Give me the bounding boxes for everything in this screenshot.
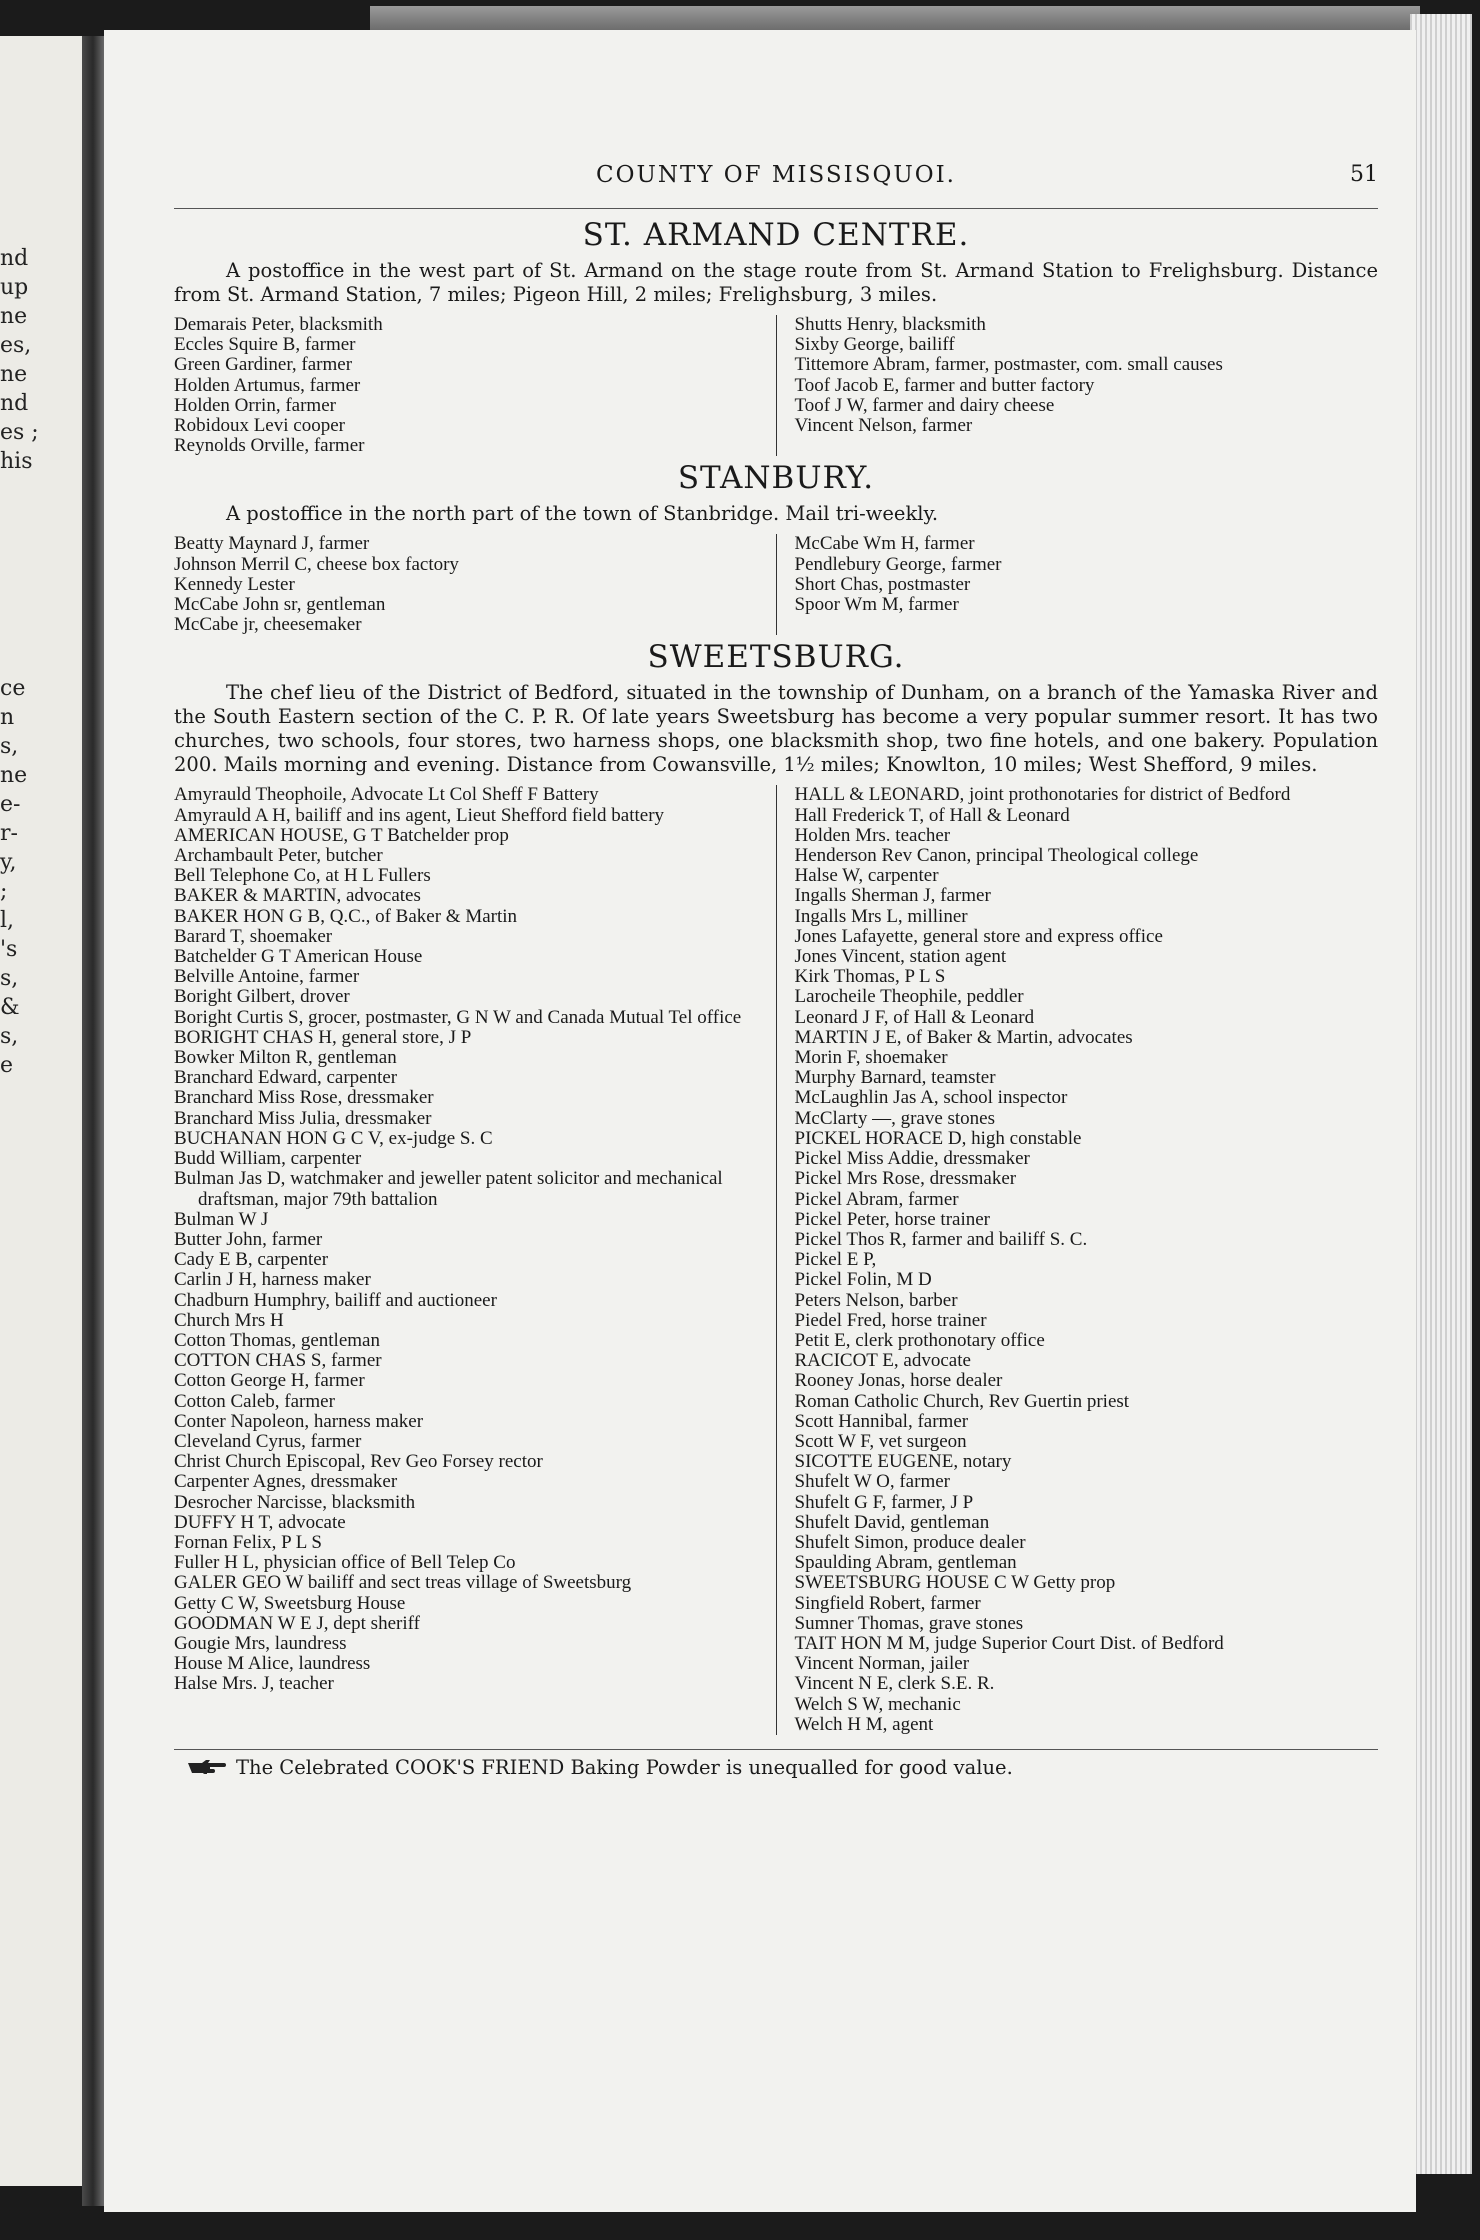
right-column xyxy=(776,534,1379,635)
previous-page-text: ne xyxy=(0,362,28,387)
directory-entry: AMERICAN HOUSE, G T Batchelder prop xyxy=(174,824,509,846)
directory-entry: TAIT HON M M, judge Superior Court Dist. of Bedford xyxy=(794,1632,1224,1654)
directory-entry: SICOTTE EUGENE, notary xyxy=(794,1451,1012,1473)
directory-entry: PICKEL HORACE D, high constable xyxy=(794,1127,1082,1149)
directory-entry: Shufelt Simon, produce dealer xyxy=(794,1531,1026,1553)
directory-entry: Fuller H L, physician office of Bell Telep Co xyxy=(174,1552,516,1574)
directory-entry: Boright Gilbert, drover xyxy=(174,986,350,1008)
directory-entry: Vincent Norman, jailer xyxy=(794,1653,970,1675)
directory-entry: Halse W, carpenter xyxy=(794,865,939,887)
footer-text: The Celebrated COOK'S FRIEND Baking Powder is unequalled for good value. xyxy=(236,1755,1013,1779)
directory-entry: Amyrauld A H, bailiff and ins agent, Lieut Shefford field battery xyxy=(174,804,665,826)
directory-entry: BAKER HON G B, Q.C., of Baker & Martin xyxy=(174,905,518,927)
directory-entry: Welch S W, mechanic xyxy=(794,1693,961,1715)
previous-page-text: ; xyxy=(0,879,8,904)
previous-page-text: s, xyxy=(0,966,19,991)
directory-entry: Ingalls Mrs L, milliner xyxy=(794,905,968,927)
running-header xyxy=(174,162,1378,198)
directory-entry: Morin F, shoemaker xyxy=(794,1047,948,1069)
directory-entry: Peters Nelson, barber xyxy=(794,1289,958,1311)
directory-entry: McLaughlin Jas A, school inspector xyxy=(794,1087,1068,1109)
pointing-hand-icon xyxy=(186,1758,228,1776)
directory-entry: Petit E, clerk prothonotary office xyxy=(794,1329,1045,1351)
directory-entry: Sumner Thomas, grave stones xyxy=(794,1612,1024,1634)
directory-entry: HALL & LEONARD, joint prothonotaries for district of Bedford xyxy=(794,784,1291,806)
directory-entry: Welch H M, agent xyxy=(794,1713,934,1735)
directory-entry: Rooney Jonas, horse dealer xyxy=(794,1370,1003,1392)
previous-page-text: ne xyxy=(0,304,28,329)
previous-page-text: s, xyxy=(0,734,19,759)
previous-page-text: e xyxy=(0,1053,14,1078)
directory-entry: Barard T, shoemaker xyxy=(174,925,333,947)
directory-entry: Reynolds Orville, farmer xyxy=(174,435,365,457)
directory-entry: Murphy Barnard, teamster xyxy=(794,1067,996,1089)
directory-entry: Spoor Wm M, farmer xyxy=(794,594,959,616)
page-edges xyxy=(1410,14,1472,2174)
directory-columns xyxy=(174,315,1378,456)
previous-page-text: l, xyxy=(0,908,15,933)
directory-entry: Beatty Maynard J, farmer xyxy=(174,533,370,555)
directory-entry: Cleveland Cyrus, farmer xyxy=(174,1430,362,1452)
directory-entry: Green Gardiner, farmer xyxy=(174,354,353,376)
directory-entry: Branchard Miss Rose, dressmaker xyxy=(174,1087,434,1109)
directory-entry: Shutts Henry, blacksmith xyxy=(794,314,986,335)
directory-entry: Conter Napoleon, harness maker xyxy=(174,1410,424,1432)
directory-entry: Butter John, farmer xyxy=(174,1228,323,1250)
directory-entry: Christ Church Episcopal, Rev Geo Forsey rector xyxy=(174,1451,543,1473)
directory-entry: Amyrauld Theophoile, Advocate Lt Col Sheff F Battery xyxy=(174,784,599,806)
previous-page-text: nd xyxy=(0,246,29,271)
running-title: COUNTY OF MISSISQUOI. xyxy=(595,162,956,188)
directory-entry: Henderson Rev Canon, principal Theological college xyxy=(794,845,1199,867)
directory-entry: Vincent Nelson, farmer xyxy=(794,415,973,437)
directory-entry: Shufelt David, gentleman xyxy=(794,1511,990,1533)
directory-entry: Spaulding Abram, gentleman xyxy=(794,1552,1017,1574)
directory-entry: Sixby George, bailiff xyxy=(794,334,955,356)
directory-entry: BUCHANAN HON G C V, ex-judge S. C xyxy=(174,1127,493,1149)
previous-page-text: s, xyxy=(0,1024,19,1049)
directory-entry: Pickel Abram, farmer xyxy=(794,1188,959,1210)
advertisement-footer xyxy=(174,1756,1378,1779)
page-content xyxy=(174,162,1378,1779)
directory-entry: McClarty —, grave stones xyxy=(794,1107,996,1129)
directory-entry: Belville Antoine, farmer xyxy=(174,966,360,988)
directory-entry: BORIGHT CHAS H, general store, J P xyxy=(174,1026,472,1048)
directory-entry: Pickel Thos R, farmer and bailiff S. C. xyxy=(794,1228,1088,1250)
directory-entry: Shufelt G F, farmer, J P xyxy=(794,1491,974,1513)
directory-entry: Robidoux Levi cooper xyxy=(174,415,345,437)
previous-page-text: his xyxy=(0,449,33,474)
directory-entry: House M Alice, laundress xyxy=(174,1653,371,1675)
directory-entry: Church Mrs H xyxy=(174,1309,284,1331)
section-sweetsburg xyxy=(174,639,1378,1735)
section-title: SWEETSBURG. xyxy=(647,639,905,676)
directory-entry: Larocheile Theophile, peddler xyxy=(794,986,1024,1008)
directory-entry: RACICOT E, advocate xyxy=(794,1350,971,1372)
section-title: STANBURY. xyxy=(677,460,875,497)
directory-entry: Bulman W J xyxy=(174,1208,269,1230)
directory-entry: Getty C W, Sweetsburg House xyxy=(174,1592,406,1614)
directory-entry: Bulman Jas D, watchmaker and jeweller patent solicitor and mechanical draftsman, major 79th battalion xyxy=(174,1168,723,1210)
directory-entry: Archambault Peter, butcher xyxy=(174,845,383,867)
previous-page-text: nd xyxy=(0,391,29,416)
directory-entry: Shufelt W O, farmer xyxy=(794,1471,950,1493)
previous-page-text: y, xyxy=(0,850,17,875)
directory-entry: Scott W F, vet surgeon xyxy=(794,1430,967,1452)
section-description: The chef lieu of the District of Bedford, situated in the township of Dunham, on a branch of the Yamaska River and the South Eastern section of the C. P. R. Of late years Sweetsburg has become a very popular summer resort. It has two churches, two schools, four stores, two harness shops, one blacksmith shop, two fine hotels, and one bakery. Population 200. Mails morning and evening. Distance from Cowansville, 1½ miles; Knowlton, 10 miles; West Shefford, 9 miles. xyxy=(174,681,1378,777)
directory-entry: Piedel Fred, horse trainer xyxy=(794,1309,987,1331)
previous-page-text: ne xyxy=(0,763,28,788)
directory-entry: Branchard Miss Julia, dressmaker xyxy=(174,1107,432,1129)
directory-entry: DUFFY H T, advocate xyxy=(174,1511,346,1533)
previous-page-text: 's xyxy=(0,937,18,962)
directory-columns xyxy=(174,785,1378,1735)
section-st-armand-centre xyxy=(174,217,1378,456)
right-column xyxy=(776,315,1379,456)
directory-entry: BAKER & MARTIN, advocates xyxy=(174,885,421,907)
directory-entry: Holden Mrs. teacher xyxy=(794,824,951,846)
directory-entry: Fornan Felix, P L S xyxy=(174,1531,322,1553)
directory-entry: Chadburn Humphry, bailiff and auctioneer xyxy=(174,1289,497,1311)
left-column xyxy=(174,534,776,635)
directory-entry: Toof J W, farmer and dairy cheese xyxy=(794,394,1055,416)
section-title: ST. ARMAND CENTRE. xyxy=(582,217,970,253)
directory-page xyxy=(104,30,1416,2212)
left-column xyxy=(174,315,776,456)
directory-entry: Roman Catholic Church, Rev Guertin priest xyxy=(794,1390,1130,1412)
previous-page-text: up xyxy=(0,275,29,300)
previous-page-text: es ; xyxy=(0,420,39,445)
directory-entry: Pickel Folin, M D xyxy=(794,1269,932,1291)
directory-entry: Demarais Peter, blacksmith xyxy=(174,314,383,335)
directory-entry: Ingalls Sherman J, farmer xyxy=(794,885,991,907)
directory-entry: Hall Frederick T, of Hall & Leonard xyxy=(794,804,1070,826)
directory-entry: Budd William, carpenter xyxy=(174,1148,362,1170)
right-column xyxy=(776,785,1379,1735)
directory-entry: Pickel Mrs Rose, dressmaker xyxy=(794,1168,1017,1190)
section-description: A postoffice in the west part of St. Armand on the stage route from St. Armand Station to Frelighsburg. Distance from St. Armand Station, 7 miles; Pigeon Hill, 2 miles; Frelighsburg, 3 miles. xyxy=(174,259,1378,306)
section-stanbury xyxy=(174,460,1378,635)
directory-entry: Johnson Merril C, cheese box factory xyxy=(174,553,459,575)
directory-entry: Toof Jacob E, farmer and butter factory xyxy=(794,374,1095,396)
header-rule xyxy=(174,208,1378,209)
previous-page-text: r- xyxy=(0,821,18,846)
directory-entry: Leonard J F, of Hall & Leonard xyxy=(794,1006,1035,1028)
directory-entry: Singfield Robert, farmer xyxy=(794,1592,981,1614)
directory-entry: Eccles Squire B, farmer xyxy=(174,334,356,356)
directory-entry: Pickel Miss Addie, dressmaker xyxy=(794,1148,1030,1170)
directory-entry: Carlin J H, harness maker xyxy=(174,1269,371,1291)
directory-entry: Holden Artumus, farmer xyxy=(174,374,361,396)
previous-page-text: e- xyxy=(0,792,21,817)
directory-entry: Scott Hannibal, farmer xyxy=(794,1410,969,1432)
directory-entry: Tittemore Abram, farmer, postmaster, com. small causes xyxy=(794,354,1223,376)
directory-entry: McCabe jr, cheesemaker xyxy=(174,614,362,636)
directory-entry: Carpenter Agnes, dressmaker xyxy=(174,1471,398,1493)
previous-page-text: ce xyxy=(0,676,26,701)
directory-entry: Holden Orrin, farmer xyxy=(174,394,336,416)
directory-entry: McCabe Wm H, farmer xyxy=(794,533,975,555)
previous-page-fragment xyxy=(0,36,82,2186)
directory-entry: Batchelder G T American House xyxy=(174,946,423,968)
directory-entry: Gougie Mrs, laundress xyxy=(174,1632,347,1654)
directory-entry: Kirk Thomas, P L S xyxy=(794,966,946,988)
directory-entry: Cotton George H, farmer xyxy=(174,1370,365,1392)
previous-page-text: es, xyxy=(0,333,32,358)
footer-rule xyxy=(174,1749,1378,1750)
directory-entry: Desrocher Narcisse, blacksmith xyxy=(174,1491,416,1513)
directory-entry: Bowker Milton R, gentleman xyxy=(174,1047,397,1069)
directory-columns xyxy=(174,534,1378,635)
directory-entry: Bell Telephone Co, at H L Fullers xyxy=(174,865,431,887)
book-spine xyxy=(82,36,104,2206)
directory-entry: SWEETSBURG HOUSE C W Getty prop xyxy=(794,1572,1116,1594)
directory-entry: GALER GEO W bailiff and sect treas village of Sweetsburg xyxy=(174,1572,632,1594)
directory-entry: COTTON CHAS S, farmer xyxy=(174,1350,382,1372)
directory-entry: Kennedy Lester xyxy=(174,573,295,595)
directory-entry: Branchard Edward, carpenter xyxy=(174,1067,398,1089)
directory-entry: Halse Mrs. J, teacher xyxy=(174,1673,334,1695)
section-description: A postoffice in the north part of the town of Stanbridge. Mail tri-weekly. xyxy=(226,502,939,526)
directory-entry: Vincent N E, clerk S.E. R. xyxy=(794,1673,995,1695)
directory-entry: Short Chas, postmaster xyxy=(794,573,971,595)
previous-page-text: & xyxy=(0,995,20,1020)
directory-entry: Pickel Peter, horse trainer xyxy=(794,1208,991,1230)
directory-entry: Cotton Thomas, gentleman xyxy=(174,1329,380,1351)
directory-entry: Boright Curtis S, grocer, postmaster, G N W and Canada Mutual Tel office xyxy=(174,1006,742,1028)
page-number: 51 xyxy=(1350,162,1378,187)
directory-entry: McCabe John sr, gentleman xyxy=(174,594,386,616)
directory-entry: Cotton Caleb, farmer xyxy=(174,1390,335,1412)
directory-entry: MARTIN J E, of Baker & Martin, advocates xyxy=(794,1026,1133,1048)
left-column xyxy=(174,785,776,1735)
directory-entry: Pendlebury George, farmer xyxy=(794,553,1002,575)
directory-entry: Jones Lafayette, general store and express office xyxy=(794,925,1163,947)
previous-page-text: n xyxy=(0,705,15,730)
directory-entry: Cady E B, carpenter xyxy=(174,1249,329,1271)
directory-entry: Jones Vincent, station agent xyxy=(794,946,1007,968)
directory-entry: GOODMAN W E J, dept sheriff xyxy=(174,1612,420,1634)
directory-entry: Pickel E P, xyxy=(794,1249,877,1271)
